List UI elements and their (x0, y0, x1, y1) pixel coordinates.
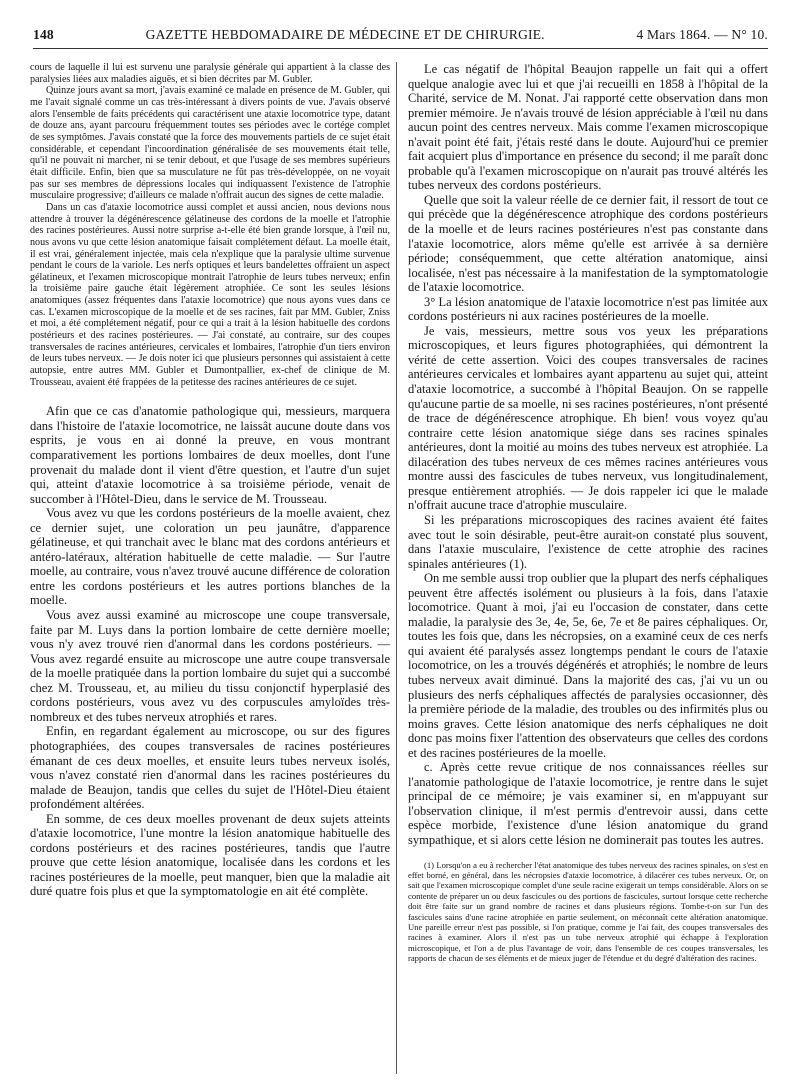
page-number: 148 (33, 27, 54, 42)
paragraph: Quelle que soit la valeur réelle de ce dernier fait, il ressort de tout ce qui précède que la dégénérescence atrophique des cordons postérieurs de la moelle et de leurs racines postérieures n'est pas constante dans l'ataxie locomotrice, alors même qu'elle est arrivée à sa dernière période; conséquemment, que cette altération anatomique, ainsi localisée, n'est pas nécessaire à la manifestation de la symptomatologie de l'ataxie locomotrice. (408, 192, 768, 295)
paragraph: Enfin, en regardant également au microscope, ou sur des figures photographiées, des coupes transversales de racines postérieures émanant de ces deux moelles, et ensuite leurs tubes nerveux isolés, vous n'avez constaté rien d'anormal dans les racines postérieures du malade de Beaujon, tandis que celles du sujet de l'Hôtel-Dieu étaient profondément altérées. (30, 724, 390, 812)
paragraph: cours de laquelle il lui est survenu une paralysie générale qui appartient à la classe des paralysies liées aux maladies aiguës, et si bien décrites par M. Gubler. (30, 62, 390, 85)
column-divider (396, 62, 397, 1074)
paragraph: Vous avez vu que les cordons postérieurs de la moelle avaient, chez ce dernier sujet, une coloration un peu jaunâtre, d'apparence gélatineuse, et qui tranchait avec le blanc mat des cordons antérieurs et antéro-latéraux, altération habituelle de cette maladie. — Sur l'autre moelle, au contraire, vous n'avez trouvé aucune différence de coloration entre les cordons postérieurs et les autres portions blanches de la moelle. (30, 506, 390, 608)
right-column (408, 62, 768, 964)
paragraph: Si les préparations microscopiques des racines avaient été faites avec tout le soin désirable, peut-être aurait-on constaté plus souvent, dans l'ataxie musculaire, l'existence de cette atrophie des racines spinales antérieures (1). (408, 512, 768, 571)
paragraph: Je vais, messieurs, mettre sous vos yeux les préparations microscopiques, et leurs figures photographiées, qui démontrent la vérité de cette assertion. Voici des coupes transversales de racines antérieures cervicales et lombaires ayant appartenu au sujet qui, atteint d'ataxie locomotrice, a succombé à l'hôpital Beaujon. On se rappelle qu'aucune partie de sa moelle, ni ses racines postérieures, n'ont présenté de trace de dégénérescence atrophique. Eh bien! vous voyez qu'au contraire cette lésion anatomique siége dans ses racines spinales antérieures, dont la moitié au moins des tubes nerveux est atrophiée. La dilacération des tubes nerveux de ces mêmes racines antérieures vous montre aussi des fascicules de tubes nerveux, vus longitudinalement, presque entièrement atrophiés. — Je dois rappeler ici que le malade n'offrait aucune trace d'atrophie musculaire. (408, 323, 768, 513)
paragraph: Vous avez aussi examiné au microscope une coupe transversale, faite par M. Luys dans la portion lombaire de cette dernière moelle; vous n'y avez trouvé rien d'anormal dans les cordons postérieurs. — Vous avez regardé ensuite au microscope une autre coupe transversale de la moelle pratiquée dans la portion lombaire du sujet qui a succombé chez M. Trousseau, et, au milieu du tissu conjonctif hyperplasié des cordons postérieurs, vous avez vu des corpuscules amyloïdes très-nombreux et des tubes nerveux atrophiés et rares. (30, 608, 390, 724)
paragraph: En somme, de ces deux moelles provenant de deux sujets atteints d'ataxie locomotrice, l'une montre la lésion anatomique habituelle des cordons postérieurs et des racines postérieures, tandis que l'autre prouve que cette lésion anatomique, localisée dans les cordons et les racines postérieures de la moelle, peut manquer, bien que la maladie ait duré quatre fois plus et que la symptomatologie en ait été complète. (30, 811, 390, 899)
paragraph: Dans un cas d'ataxie locomotrice aussi complet et aussi ancien, nous devions nous attendre à trouver la dégénérescence gélatineuse des cordons de la moelle et l'atrophie des racines postérieures. Aussi notre surprise a-t-elle été bien grande lorsque, à l'œil nu, nous avons vu que cette lésion anatomique faisait complétement défaut. La moelle était, il est vrai, généralement injectée, mais cela n'explique que la paralysie ultime survenue pendant le cours de la variole. Les nerfs optiques et leurs bandelettes offraient un aspect gélatineux, et l'examen microscopique montrait l'atrophie de leurs tubes nerveux; enfin la troisième paire gauche était légèrement atrophiée. Ce sont les seules lésions anatomiques (assez fréquentes dans l'ataxie locomotrice) que nous ayons vues dans ce cas. L'examen microscopique de la moelle et de ses racines, fait par MM. Gubler, Zniss et moi, a été complétement négatif, pour ce qui a trait à la lésion habituelle des cordons postérieurs et des racines postérieures. — J'ai constaté, au contraire, sur des coupes transversales de racines antérieures, cervicales et lombaires, l'atrophie d'un tiers environ de leurs tubes nerveux. — Je dois noter ici que plusieurs personnes qui assistaient à cette autopsie, entre autres MM. Gubler et Dumontpallier, ex-chef de clinique de M. Trousseau, avaient été frappées de la petitesse des racines antérieures de ce sujet. (30, 201, 390, 388)
issue-date: 4 Mars 1864. — N° 10. (636, 27, 768, 42)
paragraph: 3° La lésion anatomique de l'ataxie locomotrice n'est pas limitée aux cordons postérieurs ni aux racines postérieures de la moelle. (408, 294, 768, 324)
case-report-block (30, 62, 390, 388)
running-header (33, 27, 768, 49)
paragraph: Afin que ce cas d'anatomie pathologique qui, messieurs, marquera dans l'histoire de l'ataxie locomotrice, ne laissât aucune doute dans vos esprits, je vous en ai donné la preuve, en vous montrant comparativement les portions lombaires de deux moelles, dont l'une provenait du malade dont il vient d'être question, et l'autre d'un sujet qui, atteint d'ataxie locomotrice à sa troisième période, venait de succomber à l'Hôtel-Dieu, dans le service de M. Trousseau. (30, 404, 390, 506)
paragraph: c. Après cette revue critique de nos connaissances réelles sur l'anatomie pathologique de l'ataxie locomotrice, je rentre dans le sujet principal de ce mémoire; je vais examiner si, en m'appuyant sur l'observation clinique, il m'est permis d'entrevoir aussi, dans cette espèce morbide, l'existence d'une lésion anatomique du grand sympathique, et si alors cette lésion ne dominerait pas toutes les autres. (408, 760, 768, 847)
journal-title: GAZETTE HEBDOMADAIRE DE MÉDECINE ET DE CHIRURGIE. (145, 27, 545, 42)
lecture-text-block (30, 404, 390, 899)
footnote: (1) Lorsqu'on a eu à rechercher l'état anatomique des tubes nerveux des racines spinales, on s'est en effet borné, en général, dans les nécropsies d'ataxie locomotrice, à dilacérer ces tubes nerveux. Or, on sait que l'examen microscopique complet d'une seule racine exigerait un temps considérable. Alors on se contente de préparer un ou deux fascicules ou des portions de fascicules, surtout lorsque cette recherche doit être faite sur un grand nombre de racines et dans plusieurs régions. Tombe-t-on sur l'un des fascicules sains d'une racine atrophiée en partie seulement, on méconnaît cette altération anatomique. Une pareille erreur n'est pas possible, si l'on pratique, comme je l'ai fait, des coupes transversales des racines à examiner. Alors il n'est pas un tube nerveux atrophié qui échappe à l'exploration microscopique, et l'on a de plus l'avantage de voir, dans l'ensemble de ces coupes transversales, les rapports de chacun de ses éléments et de mieux juger de l'étendue et du degré d'altération des racines. (408, 859, 768, 964)
left-column (30, 62, 390, 899)
paragraph: Le cas négatif de l'hôpital Beaujon rappelle un fait qui a offert quelque analogie avec lui et que j'ai recueilli en 1858 à l'hôpital de la Charité, service de M. Nonat. J'ai rapporté cette observation dans mon premier mémoire. Je n'avais trouvé de lésion appréciable à l'œil nu dans aucun point des centres nerveux. Mais comme l'examen microscopique n'avait point été fait, j'étais resté dans le doute. Aujourd'hui ce premier fait acquiert plus d'importance en présence du second; il me paraît donc probable qu'à l'examen microscopique on n'aurait pas trouvé altérés les tubes nerveux des cordons postérieurs. (408, 62, 768, 193)
paragraph: Quinze jours avant sa mort, j'avais examiné ce malade en présence de M. Gubler, qui me l'avait signalé comme un cas très-intéressant à divers points de vue. J'avais observé alors l'ensemble de faits précédents qui caractérisent une ataxie locomotrice type, datant de douze ans, ayant parcouru fréquemment toutes ses périodes avec le cortége complet de ses symptômes. J'avais constaté que la force des mouvements partiels de ce sujet était considérable, et cependant l'incoordination généralisée de ses mouvements était telle, qu'il ne pouvait ni marcher, ni se tenir debout, et que l'usage de ses membres supérieurs était difficile. Enfin, bien que sa musculature ne fût pas très-développée, on ne voyait pas sur ses membres de dépressions locales qui indiquassent l'existence de l'atrophie musculaire progressive; d'ailleurs ce malade n'offrait aucun des signes de cette maladie. (30, 85, 390, 202)
paragraph: On me semble aussi trop oublier que la plupart des nerfs céphaliques peuvent être affectés isolément ou plusieurs à la fois, dans l'ataxie locomotrice. Quant à moi, j'ai eu l'occasion de constater, dans cette maladie, la paralysie des 3e, 4e, 5e, 6e, 7e et 8e paires céphaliques. Or, toutes les fois que, dans les nécropsies, on a examiné ceux de ces nerfs qui avaient été paralysés assez longtemps pendant le cours de l'ataxie locomotrice, on les a trouvés dégénérés et atrophiés; le nombre de leurs tubes nerveux avait diminué. Dans la majorité des cas, j'ai vu un ou plusieurs des nerfs céphaliques affectés de paralysies occasionner, dès la première période de la maladie, des troubles ou des infirmités plus ou moins graves. Cette lésion anatomique des nerfs céphaliques ne doit donc pas moins fixer l'attention des observateurs que celles des cordons et des racines postérieures de la moelle. (408, 571, 769, 760)
